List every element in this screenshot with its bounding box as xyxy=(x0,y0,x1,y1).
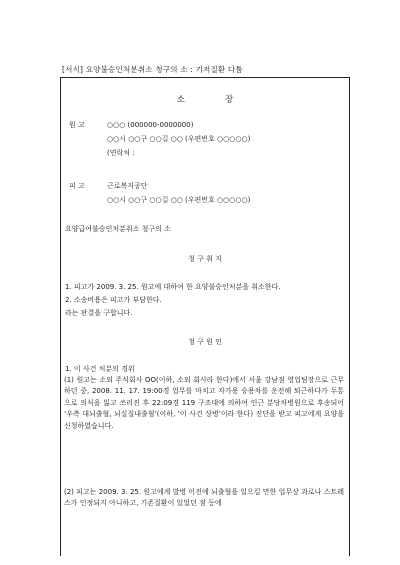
plaintiff-contact: (연락처 : xyxy=(107,149,135,157)
section-1-heading: 1. 이 사건 처분의 경위 xyxy=(65,365,135,373)
plaintiff-name: ○○○ (000000-0000000) xyxy=(107,121,194,129)
reason-paragraph-1-text: (1) 원고는 소외 주식회사 OO(이하, 소외 회사라 한다)에서 서울 강남점 영업팀장으로 근무하던 중, 2008. 11. 17. 19:00경 업무를 마치고 자가용 승용차를 운전해 퇴근하다가 두통으로 의식을 잃고 쓰러진 후 22:09경 119 구조대에 의하여 인근 분당차병원으로 후송되어 ‘우측 대뇌출혈, 뇌실질내출혈’(이하, ‘이 사건 상병’이라 한다) 진단을 받고 피고에게 요양을 신청하였습니다. xyxy=(64,376,344,430)
reason-paragraph-2-text: (2) 피고는 2009. 3. 25. 원고에게 발병 이전에 뇌출혈을 일으킬 만한 업무상 과로나 스트레스가 인정되지 아니하고, 기존질환이 있었던 점 등에 xyxy=(64,488,344,508)
claim-1: 1. 피고가 2009. 3. 25. 원고에 대하여 한 요양불승인처분을 취소한다. xyxy=(65,283,281,291)
plaintiff-address: ○○시 ○○구 ○○길 ○○ (우편번호 ○○○○○) xyxy=(107,135,251,143)
claim-heading: 청 구 취 지 xyxy=(188,255,222,263)
defendant-label: 피 고 xyxy=(69,182,85,190)
claim-closing: 라는 판결을 구합니다. xyxy=(65,309,133,317)
document-title xyxy=(61,96,349,105)
plaintiff-label: 원 고 xyxy=(69,121,85,129)
case-name: 요양급여불승인처분취소 청구의 소 xyxy=(65,225,171,233)
reason-paragraph-2 xyxy=(64,487,344,510)
defendant-address: ○○시 ○○구 ○○길 ○○ (우편번호 ○○○○○) xyxy=(107,196,251,204)
reasons-heading: 청 구 원 인 xyxy=(188,338,222,346)
reason-paragraph-1 xyxy=(64,375,344,432)
title-char-2: 장 xyxy=(225,95,234,105)
title-char-1: 소 xyxy=(176,95,185,105)
document-frame xyxy=(60,77,350,556)
defendant-name: 근로복지공단 xyxy=(107,182,148,190)
claim-2: 2. 소송비용은 피고가 부담한다. xyxy=(65,296,162,304)
top-caption: [서식] 요양불승인처분취소 청구의 소 : 기저질환 다툼 xyxy=(62,65,243,74)
